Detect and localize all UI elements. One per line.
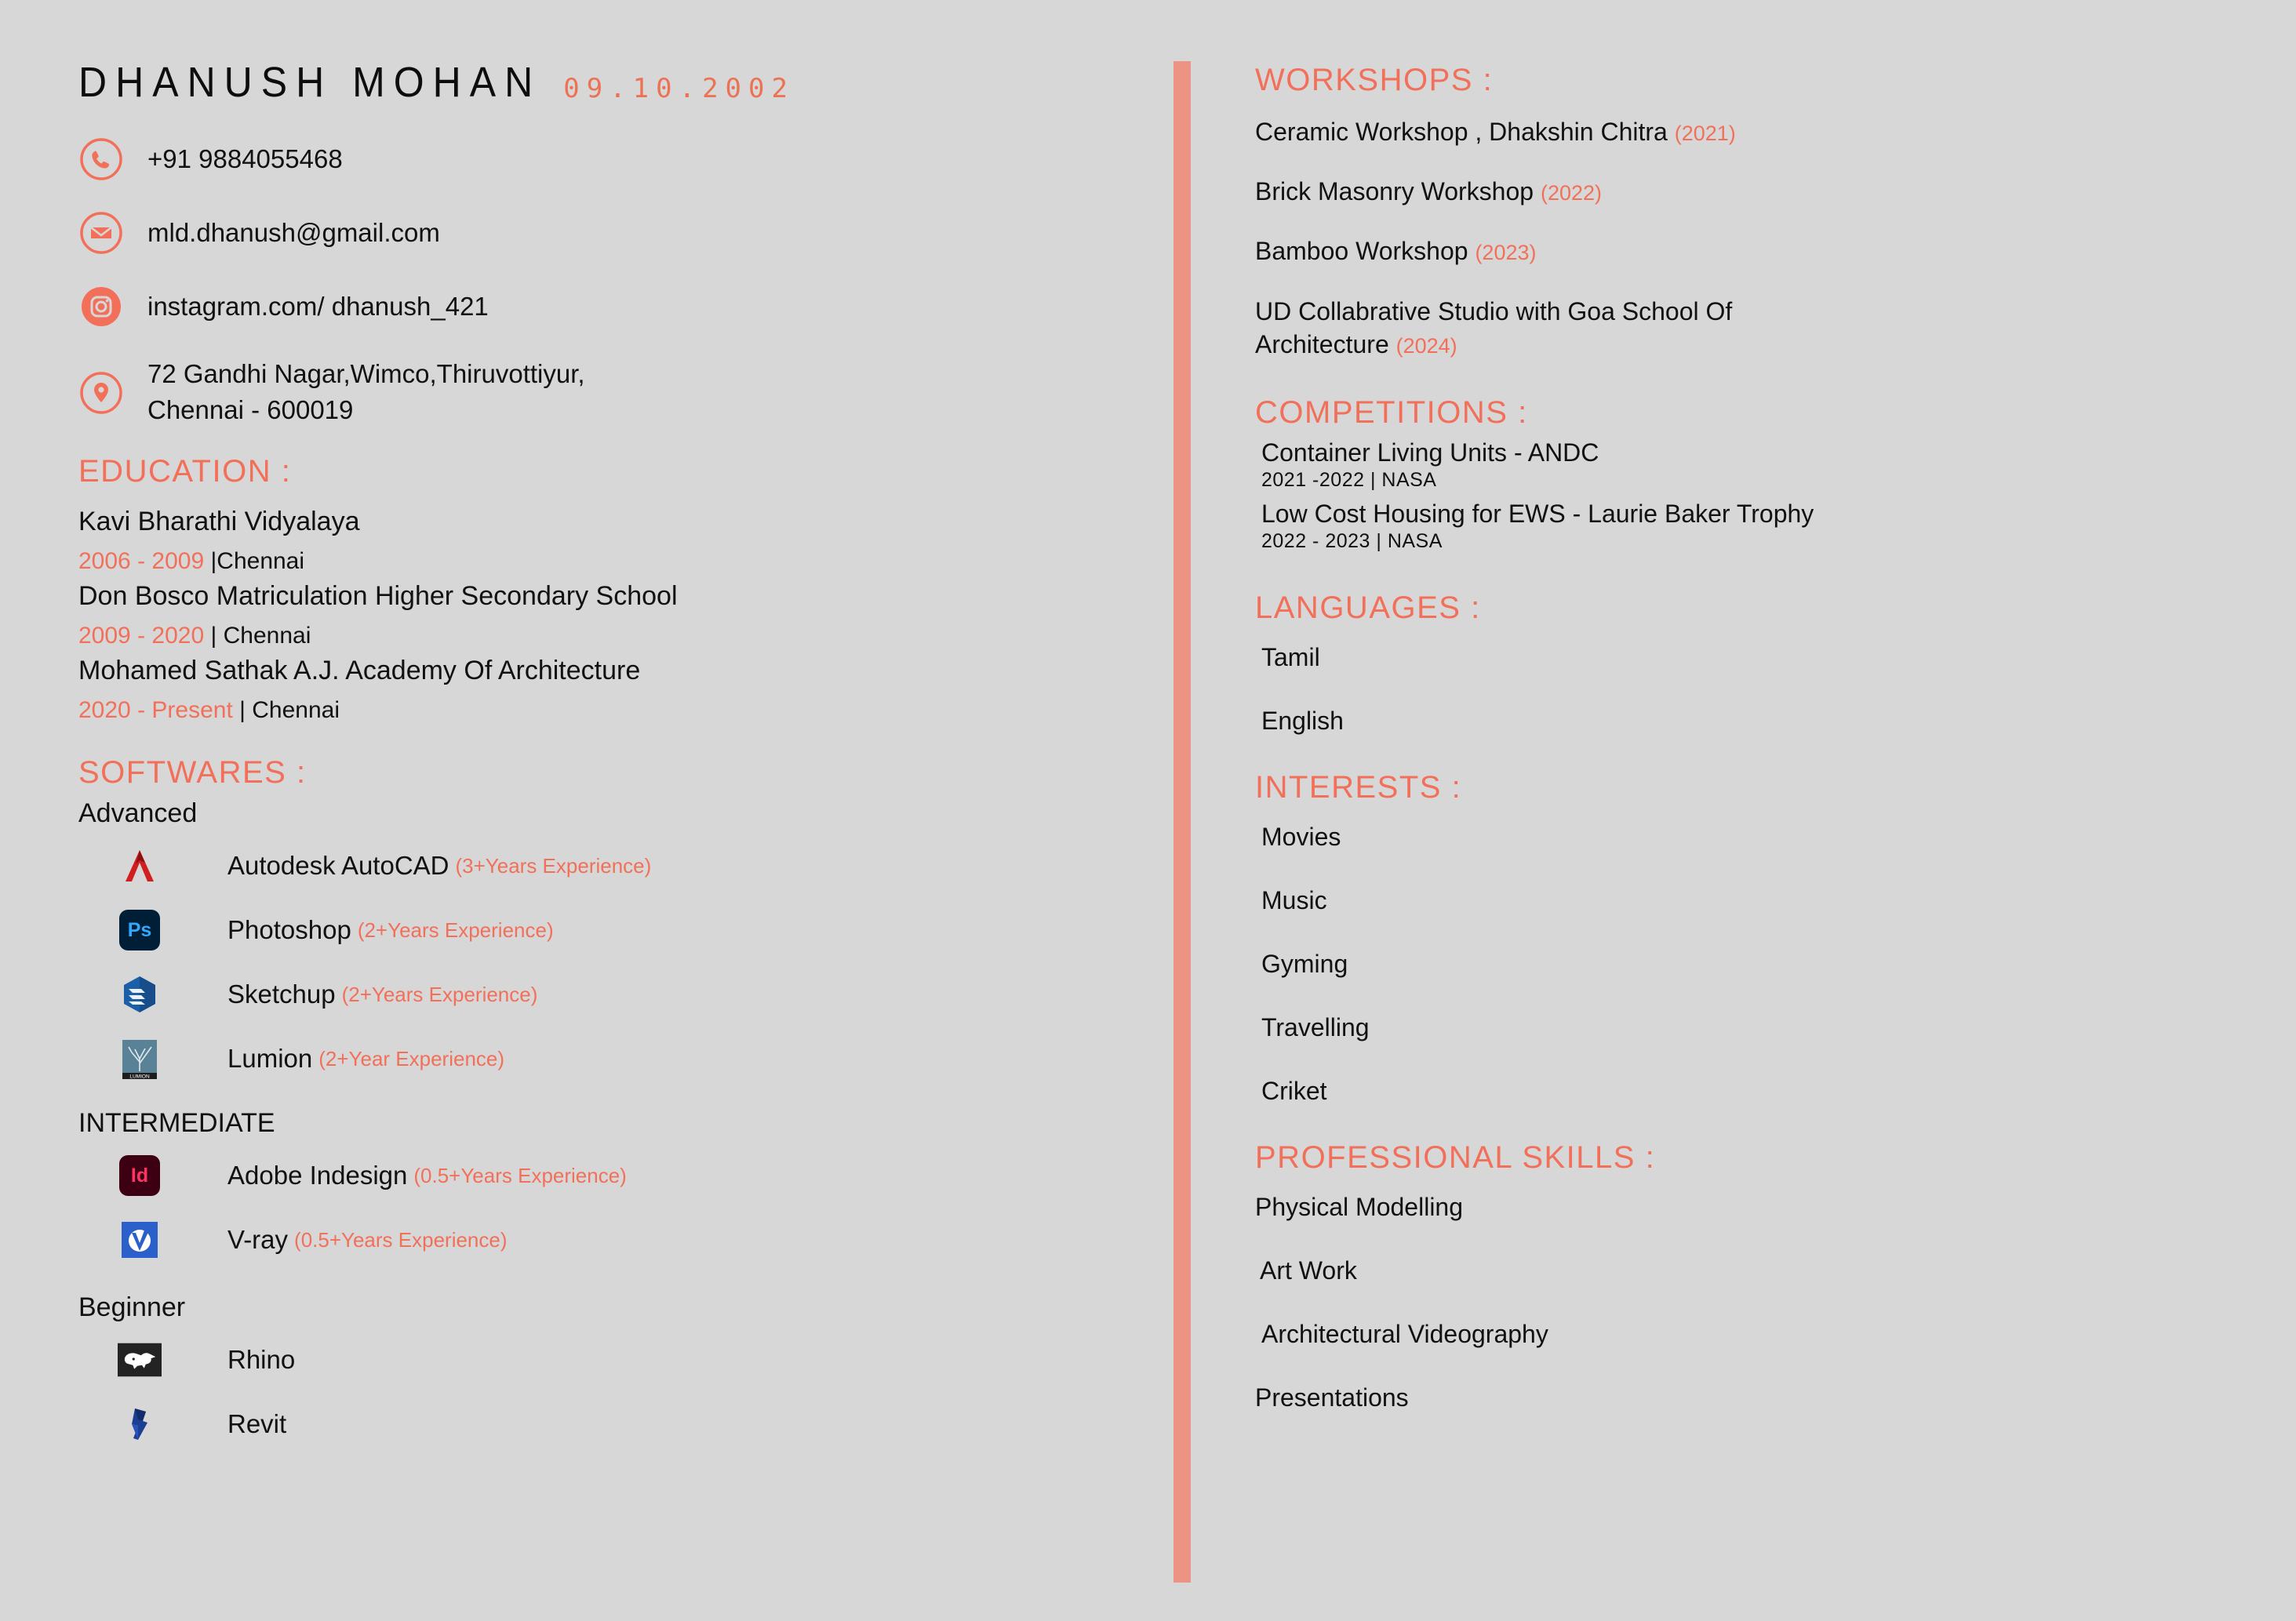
left-column	[78, 0, 1130, 1459]
workshop-item	[1255, 295, 1851, 361]
workshop-year: (2023)	[1475, 241, 1537, 265]
contact-row-address	[78, 356, 1130, 427]
education-separator: |	[232, 697, 253, 724]
software-name: Rhino	[227, 1345, 296, 1375]
sketchup-icon	[118, 972, 162, 1016]
software-experience: (2+Year Experience)	[318, 1046, 505, 1070]
indesign-icon: Id	[118, 1154, 162, 1198]
competition-item	[1255, 438, 2259, 492]
education-meta	[78, 697, 1130, 724]
competition-meta: 2022 - 2023 | NASA	[1261, 530, 1443, 553]
interest-item: Gyming	[1261, 950, 1348, 979]
location-pin-icon	[78, 370, 124, 416]
education-entry	[78, 581, 1130, 649]
envelope-icon	[78, 210, 124, 256]
software-experience: (2+Years Experience)	[357, 918, 554, 942]
education-place: Chennai	[223, 623, 311, 649]
autocad-icon	[118, 844, 162, 888]
contact-row-phone[interactable]	[78, 135, 1130, 184]
software-row-autocad	[78, 837, 1130, 895]
page-title: DHANUSH MOHAN	[78, 58, 542, 106]
right-column	[1255, 0, 2259, 1447]
softwares-heading: SOFTWARES :	[78, 755, 307, 791]
education-years: 2006 - 2009	[78, 548, 205, 575]
competition-item	[1255, 500, 2259, 553]
professional-skill-item: Architectural Videography	[1261, 1320, 1548, 1349]
phone-number: +91 9884055468	[147, 144, 343, 174]
software-row-indesign	[78, 1147, 1130, 1205]
instagram-icon	[78, 284, 124, 329]
software-level-label: Advanced	[78, 798, 198, 829]
photoshop-icon: Ps	[118, 908, 162, 952]
education-meta	[78, 548, 1130, 575]
phone-icon	[78, 136, 124, 182]
software-row-vray	[78, 1211, 1130, 1269]
competition-meta: 2021 -2022 | NASA	[1261, 469, 1437, 492]
software-name: Revit	[227, 1409, 287, 1439]
education-years: 2009 - 2020	[78, 623, 205, 649]
language-item: Tamil	[1261, 643, 1320, 672]
education-section	[78, 454, 1130, 724]
address-line-1: 72 Gandhi Nagar,Wimco,Thiruvottiyur,	[147, 359, 585, 388]
lumion-icon	[118, 1037, 162, 1081]
professional-skills-heading: PROFESSIONAL SKILLS :	[1255, 1140, 1656, 1176]
software-row-photoshop	[78, 901, 1130, 959]
interest-item: Travelling	[1261, 1013, 1370, 1042]
education-heading: EDUCATION :	[78, 454, 292, 489]
professional-skill-item: Presentations	[1255, 1383, 1409, 1412]
education-entry	[78, 507, 1130, 575]
interests-section	[1255, 770, 2259, 1106]
software-name: Photoshop	[227, 915, 351, 945]
competitions-section	[1255, 395, 2259, 553]
workshops-section	[1255, 63, 2259, 361]
software-row-lumion	[78, 1030, 1130, 1088]
software-row-sketchup	[78, 965, 1130, 1023]
software-row-revit	[78, 1395, 1130, 1453]
vray-icon	[118, 1218, 162, 1262]
competition-title: Low Cost Housing for EWS - Laurie Baker Trophy	[1261, 500, 1814, 529]
software-name: V-ray	[227, 1225, 289, 1255]
address	[147, 356, 585, 427]
interest-item: Movies	[1261, 823, 1341, 852]
software-experience: (2+Years Experience)	[341, 982, 538, 1006]
education-separator: |	[204, 548, 217, 575]
column-divider	[1173, 61, 1191, 1583]
workshop-year: (2024)	[1395, 333, 1457, 358]
email-address: mld.dhanush@gmail.com	[147, 218, 440, 248]
professional-skill-item: Art Work	[1260, 1256, 1357, 1285]
education-entry	[78, 656, 1130, 724]
languages-section	[1255, 591, 2259, 736]
workshop-year: (2022)	[1540, 181, 1602, 205]
date-of-birth: 09.10.2002	[563, 73, 795, 104]
education-school: Kavi Bharathi Vidyalaya	[78, 507, 360, 537]
interest-item: Music	[1261, 886, 1327, 915]
software-name: Sketchup	[227, 980, 336, 1009]
contact-row-email[interactable]	[78, 209, 1130, 257]
revit-icon	[118, 1402, 162, 1446]
workshop-title: UD Collabrative Studio with Goa School Of Architecture	[1255, 296, 1733, 358]
software-name: Lumion	[227, 1044, 313, 1074]
workshop-item	[1255, 115, 2259, 148]
education-separator: |	[204, 623, 224, 649]
contact-list	[78, 135, 1130, 427]
software-name: Adobe Indesign	[227, 1161, 408, 1190]
header	[78, 58, 1130, 107]
workshops-heading: WORKSHOPS :	[1255, 63, 1494, 97]
professional-skill-item: Physical Modelling	[1255, 1193, 1464, 1222]
education-meta	[78, 623, 1130, 649]
instagram-handle: instagram.com/ dhanush_421	[147, 292, 489, 322]
workshop-item	[1255, 175, 2259, 208]
workshop-title: Ceramic Workshop , Dhakshin Chitra	[1255, 118, 1668, 146]
software-experience: (0.5+Years Experience)	[413, 1163, 627, 1187]
interests-heading: INTERESTS :	[1255, 770, 1462, 805]
competition-title: Container Living Units - ANDC	[1261, 438, 1599, 467]
education-school: Mohamed Sathak A.J. Academy Of Architecture	[78, 656, 641, 686]
software-row-rhino	[78, 1331, 1130, 1389]
address-line-2: Chennai - 600019	[147, 394, 354, 424]
workshop-title: Brick Masonry Workshop	[1255, 177, 1541, 206]
contact-row-instagram[interactable]	[78, 282, 1130, 331]
interest-item: Criket	[1261, 1077, 1327, 1106]
workshop-year: (2021)	[1674, 122, 1736, 145]
software-level-label: INTERMEDIATE	[78, 1108, 275, 1139]
competitions-heading: COMPETITIONS :	[1255, 395, 1528, 431]
workshop-title: Bamboo Workshop	[1255, 237, 1475, 266]
languages-heading: LANGUAGES :	[1255, 591, 1481, 626]
software-experience: (0.5+Years Experience)	[294, 1227, 508, 1252]
software-level-label: Beginner	[78, 1292, 186, 1323]
professional-skills-section	[1255, 1140, 2259, 1412]
svg-text:LUMION: LUMION	[129, 1074, 150, 1080]
software-name: Autodesk AutoCAD	[227, 851, 449, 881]
education-school: Don Bosco Matriculation Higher Secondary School	[78, 581, 678, 612]
language-item: English	[1261, 707, 1344, 736]
education-place: Chennai	[252, 697, 340, 724]
workshop-item	[1255, 234, 2259, 267]
software-experience: (3+Years Experience)	[455, 853, 652, 878]
education-years: 2020 - Present	[78, 697, 233, 724]
softwares-section	[78, 755, 1130, 1453]
education-place: Chennai	[217, 548, 305, 575]
rhino-icon	[118, 1338, 162, 1382]
